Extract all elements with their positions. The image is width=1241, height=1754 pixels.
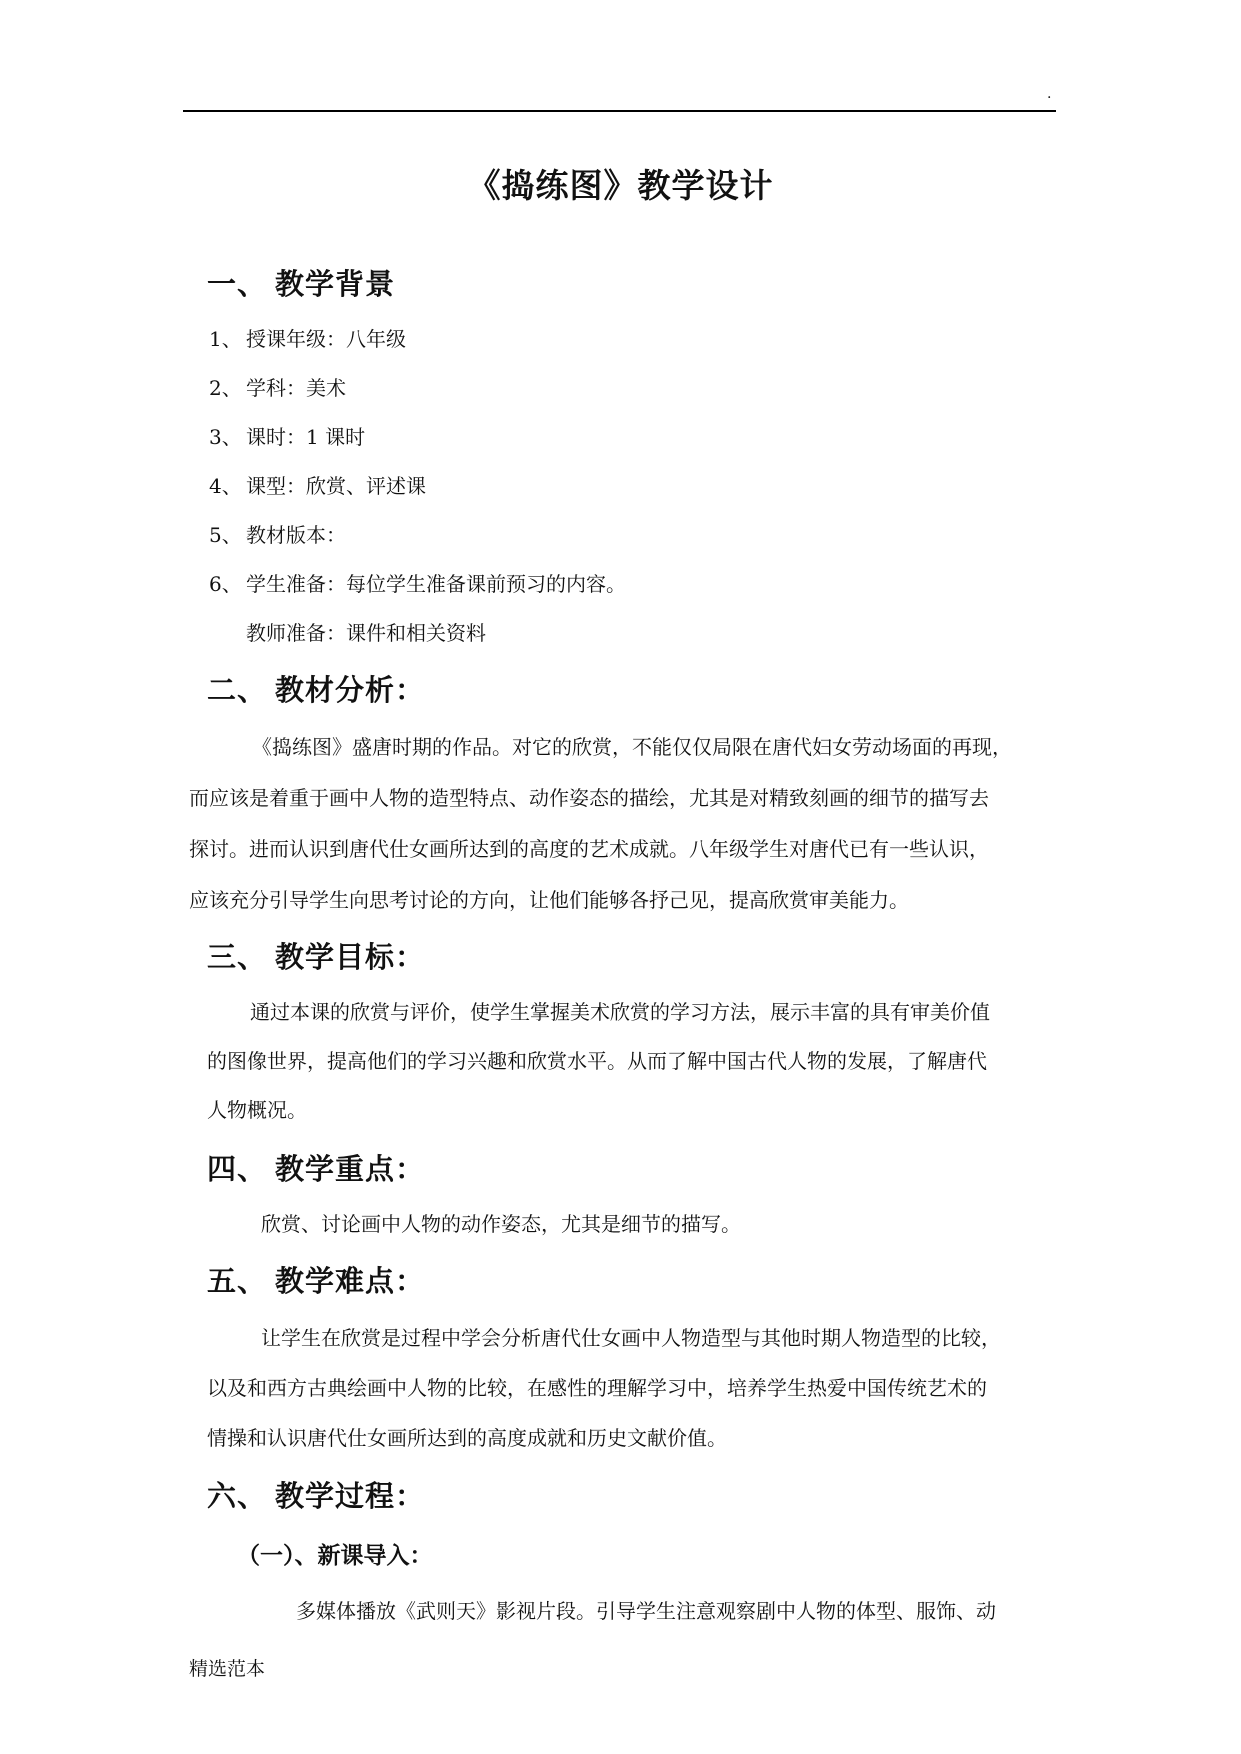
list-item: 3、 课时：1 课时 (209, 425, 366, 449)
paragraph-line: 多媒体播放《武则天》影视片段。引导学生注意观察剧中人物的体型、服饰、动 (296, 1599, 996, 1623)
page-title: 《捣练图》教学设计 (467, 166, 774, 205)
list-item: 5、 教材版本： (209, 523, 346, 547)
paragraph-line: 让学生在欣赏是过程中学会分析唐代仕女画中人物造型与其他时期人物造型的比较， (261, 1326, 1001, 1350)
paragraph-line: 通过本课的欣赏与评价，使学生掌握美术欣赏的学习方法，展示丰富的具有审美价值 (250, 1000, 990, 1024)
section-number: 四、 (207, 1152, 268, 1186)
paragraph-line: 而应该是着重于画中人物的造型特点、动作姿态的描绘，尤其是对精致刻画的细节的描写去 (189, 786, 989, 810)
paragraph-line: 的图像世界，提高他们的学习兴趣和欣赏水平。从而了解中国古代人物的发展，了解唐代 (207, 1049, 987, 1073)
paragraph-line: 应该充分引导学生向思考讨论的方向，让他们能够各抒己见，提高欣赏审美能力。 (189, 888, 909, 912)
list-item: 2、 学科：美术 (209, 376, 346, 400)
teacher-prep: 教师准备：课件和相关资料 (246, 621, 486, 645)
paragraph-line: 以及和西方古典绘画中人物的比较，在感性的理解学习中，培养学生热爱中国传统艺术的 (207, 1376, 987, 1400)
section-number: 六、 (207, 1479, 268, 1513)
paragraph-line: 欣赏、讨论画中人物的动作姿态，尤其是细节的描写。 (261, 1212, 741, 1236)
section-title: 教学过程： (275, 1479, 426, 1513)
section-number: 五、 (207, 1264, 268, 1298)
paragraph-line: 《捣练图》盛唐时期的作品。对它的欣赏，不能仅仅局限在唐代妇女劳动场面的再现， (252, 735, 1012, 759)
section-heading-3 (207, 935, 425, 976)
section-number: 三、 (207, 940, 268, 974)
paragraph-line: 探讨。进而认识到唐代仕女画所达到的高度的艺术成就。八年级学生对唐代已有一些认识， (189, 837, 989, 861)
section-heading-4 (207, 1147, 425, 1188)
section-title: 教学背景 (275, 267, 396, 301)
subsection-heading: （一）、新课导入： (237, 1542, 433, 1569)
paragraph-line: 人物概况。 (207, 1098, 307, 1122)
header-rule (183, 110, 1056, 112)
section-title: 教学目标： (275, 940, 426, 974)
list-item: 6、 学生准备：每位学生准备课前预习的内容。 (209, 572, 626, 596)
section-heading-6 (207, 1474, 425, 1515)
header-dot: . (1047, 86, 1052, 102)
section-number: 二、 (207, 673, 268, 707)
section-title: 教材分析： (275, 673, 426, 707)
section-heading-1 (207, 262, 395, 303)
section-title: 教学难点： (275, 1264, 426, 1298)
section-heading-5 (207, 1259, 425, 1300)
paragraph-line: 情操和认识唐代仕女画所达到的高度成就和历史文献价值。 (207, 1426, 727, 1450)
list-item: 1、 授课年级：八年级 (209, 327, 406, 351)
section-number: 一、 (207, 267, 268, 301)
page-footer: 精选范本 (189, 1658, 266, 1680)
section-heading-2 (207, 668, 425, 709)
section-title: 教学重点： (275, 1152, 426, 1186)
list-item: 4、 课型：欣赏、评述课 (209, 474, 426, 498)
